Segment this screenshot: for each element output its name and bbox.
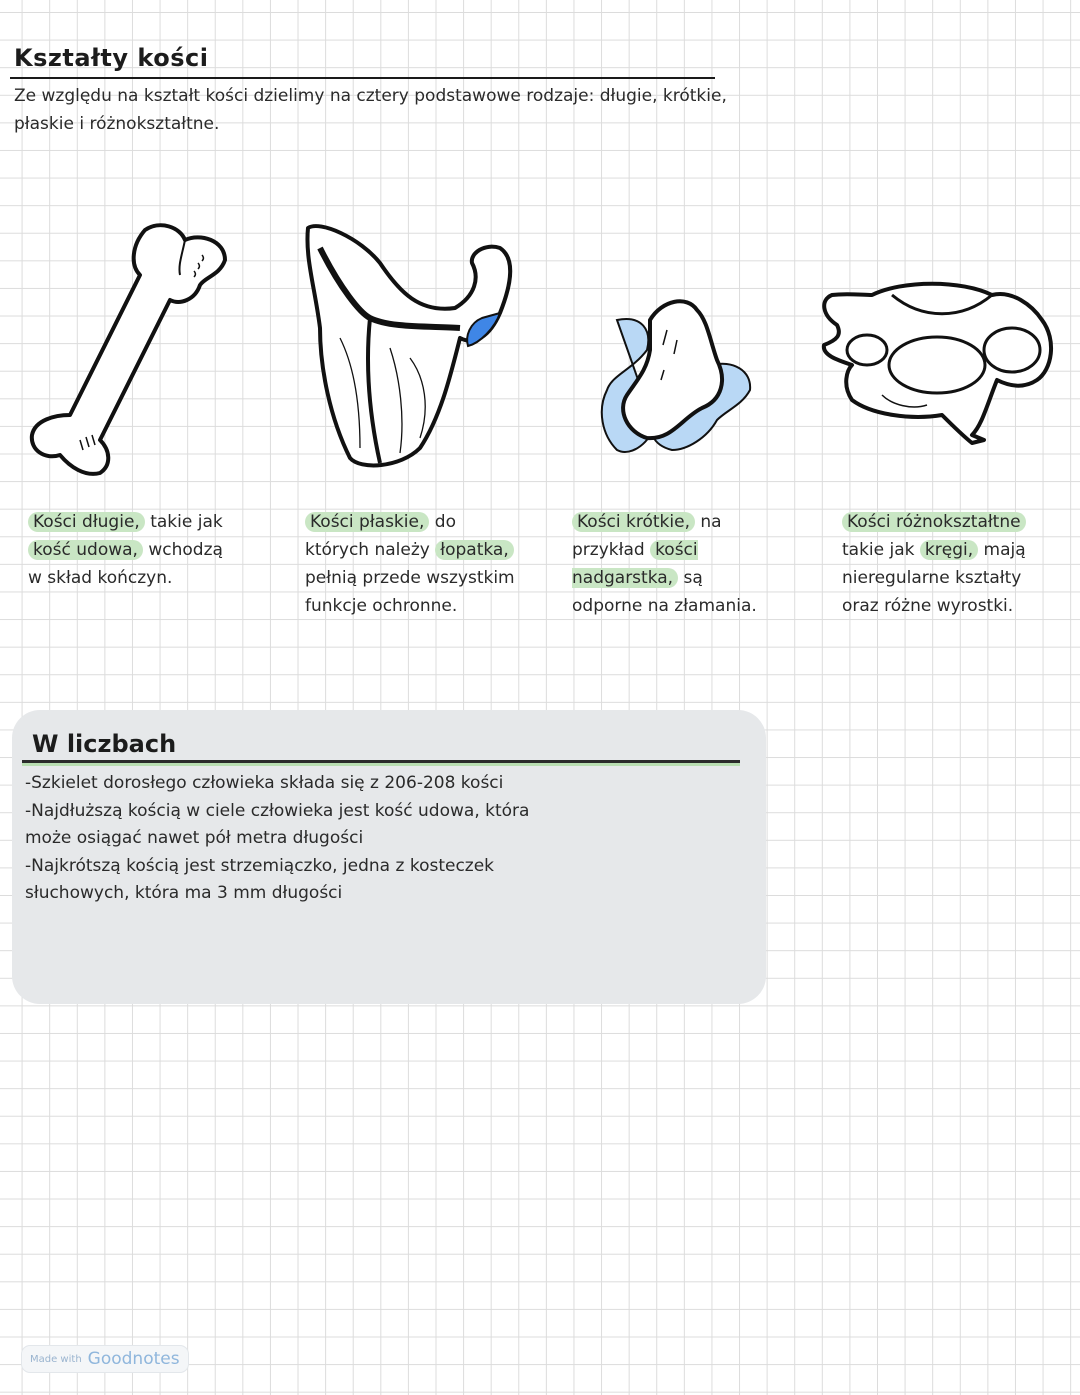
numbers-underline — [22, 760, 740, 763]
fact-item: -Najdłuższą kością w ciele człowieka jest kość udowa, która może osiągać nawet pół metra długości — [25, 800, 530, 848]
highlight: kość udowa, — [28, 540, 143, 560]
highlight: kości nadgarstka, — [572, 540, 698, 588]
facts-list — [25, 770, 545, 908]
femur-icon — [20, 215, 235, 480]
caption-flat-bones: Kości płaskie, do których należy łopatka, pełnią przede wszystkim funkcje ochronne. — [305, 512, 515, 616]
page-title: Kształty kości — [14, 44, 209, 72]
title-underline — [10, 77, 715, 79]
vertebra-icon — [812, 275, 1057, 450]
highlight: Kości różnokształtne — [842, 512, 1026, 532]
goodnotes-watermark: Made with Goodnotes — [22, 1346, 188, 1372]
highlight: łopatka, — [435, 540, 513, 560]
scapula-icon — [300, 218, 520, 473]
highlight: Kości krótkie, — [572, 512, 695, 532]
highlight: Kości płaskie, — [305, 512, 429, 532]
intro-text: Ze względu na kształt kości dzielimy na cztery podstawowe rodzaje: długie, krótkie, płaskie i różnokształtne. — [14, 86, 727, 134]
fact-item: -Szkielet dorosłego człowieka składa się z 206-208 kości — [25, 773, 504, 793]
fact-item: -Najkrótszą kością jest strzemiączko, jedna z kosteczek słuchowych, która ma 3 mm długości — [25, 855, 495, 903]
caption-long-bones: Kości długie, takie jak kość udowa, wchodzą w skład kończyn. — [28, 512, 223, 588]
caption-irregular-bones: Kości różnokształtne takie jak kręgi, mają nieregularne kształty oraz różne wyrostki. — [842, 512, 1026, 616]
numbers-title: W liczbach — [32, 730, 177, 758]
caption-short-bones: Kości krótkie, na przykład kości nadgarstka, są odporne na złamania. — [572, 512, 757, 616]
carpal-bone-icon — [592, 290, 757, 460]
highlight: kręgi, — [920, 540, 978, 560]
highlight: Kości długie, — [28, 512, 145, 532]
